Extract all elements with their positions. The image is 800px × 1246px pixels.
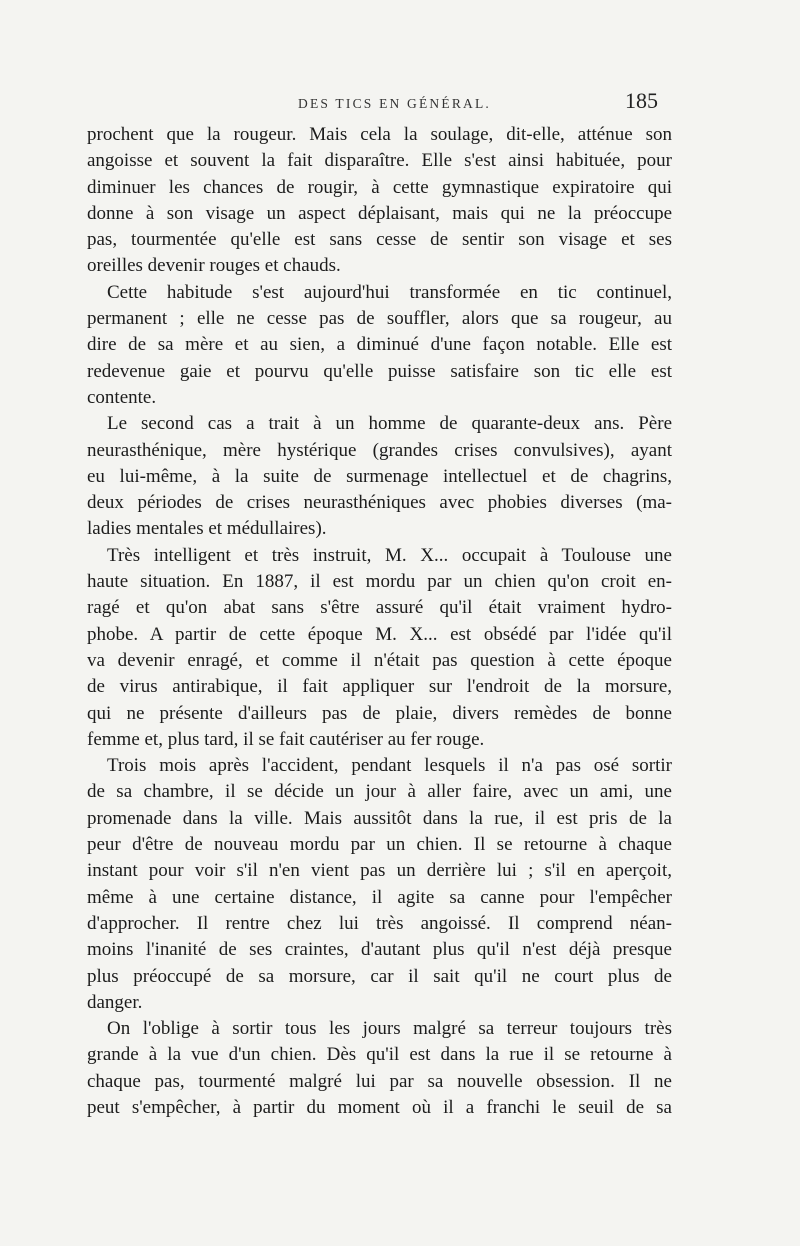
text-line: peut s'empêcher, à partir du moment où il a franchi le seuil de sa <box>87 1096 672 1118</box>
text-line: promenade dans la ville. Mais aussitôt dans la rue, il est pris de la <box>87 807 672 829</box>
text-line: ragé et qu'on abat sans s'être assuré qu'il était vraiment hydro- <box>87 597 672 619</box>
text-line: Le second cas a trait à un homme de quarante-deux ans. Père <box>107 413 672 435</box>
text-line: pas, tourmentée qu'elle est sans cesse de sentir son visage et ses <box>87 229 672 251</box>
text-line: dire de sa mère et au sien, a diminué d'une façon notable. Elle est <box>87 334 672 356</box>
text-line: instant pour voir s'il n'en vient pas un derrière lui ; s'il en aperçoit, <box>87 860 672 882</box>
text-line: deux périodes de crises neurasthéniques avec phobies diverses (ma- <box>87 492 672 514</box>
text-line: permanent ; elle ne cesse pas de souffler, alors que sa rougeur, au <box>87 308 672 330</box>
text-line: neurasthénique, mère hystérique (grandes crises convulsives), ayant <box>87 439 672 461</box>
text-line: chaque pas, tourmenté malgré lui par sa nouvelle obsession. Il ne <box>87 1070 672 1092</box>
text-line: prochent que la rougeur. Mais cela la soulage, dit-elle, atténue son <box>87 124 672 145</box>
text-line: grande à la vue d'un chien. Dès qu'il est dans la rue il se retourne à <box>87 1044 672 1066</box>
text-line: eu lui-même, à la suite de surmenage intellectuel et de chagrins, <box>87 465 672 487</box>
text-line: d'approcher. Il rentre chez lui très angoissé. Il comprend néan- <box>87 912 672 934</box>
text-line: On l'oblige à sortir tous les jours malgré sa terreur toujours très <box>107 1018 672 1040</box>
text-line: oreilles devenir rouges et chauds. <box>87 255 341 277</box>
text-line: diminuer les chances de rougir, à cette gymnastique expiratoire qui <box>87 176 672 198</box>
text-line: contente. <box>87 386 157 408</box>
text-line: plus préoccupé de sa morsure, car il sait qu'il ne court plus de <box>87 965 672 987</box>
text-line: peur d'être de nouveau mordu par un chien. Il se retourne à chaque <box>87 834 672 856</box>
text-line: va devenir enragé, et comme il n'était pas question à cette époque <box>87 649 672 671</box>
body-text <box>87 122 672 1121</box>
text-line: de sa chambre, il se décide un jour à aller faire, avec un ami, une <box>87 781 672 803</box>
text-line: Cette habitude s'est aujourd'hui transformée en tic continuel, <box>107 281 672 303</box>
text-line: femme et, plus tard, il se fait cautériser au fer rouge. <box>87 728 485 750</box>
text-line: haute situation. En 1887, il est mordu par un chien qu'on croit en- <box>87 571 672 593</box>
text-line: Très intelligent et très instruit, M. X... occupait à Toulouse une <box>107 544 672 566</box>
text-line: donne à son visage un aspect déplaisant, mais qui ne la préoccupe <box>87 202 672 224</box>
text-line: phobe. A partir de cette époque M. X... est obsédé par l'idée qu'il <box>87 623 672 645</box>
text-line: danger. <box>87 991 143 1013</box>
text-line: qui ne présente d'ailleurs pas de plaie, divers remèdes de bonne <box>87 702 672 724</box>
text-line: redevenue gaie et pourvu qu'elle puisse satisfaire son tic elle est <box>87 360 672 382</box>
text-line: de virus antirabique, il fait appliquer sur l'endroit de la morsure, <box>87 676 672 698</box>
text-line: angoisse et souvent la fait disparaître. Elle s'est ainsi habituée, pour <box>87 150 672 172</box>
text-line: Trois mois après l'accident, pendant lesquels il n'a pas osé sortir <box>107 755 672 777</box>
text-line: ladies mentales et médullaires). <box>87 518 327 540</box>
page-number: 185 <box>625 88 658 113</box>
text-line: moins l'inanité de ses craintes, d'autant plus qu'il n'est déjà presque <box>87 939 672 961</box>
running-head: DES TICS EN GÉNÉRAL. <box>298 96 492 111</box>
text-line: même à une certaine distance, il agite sa canne pour l'empêcher <box>87 886 672 908</box>
